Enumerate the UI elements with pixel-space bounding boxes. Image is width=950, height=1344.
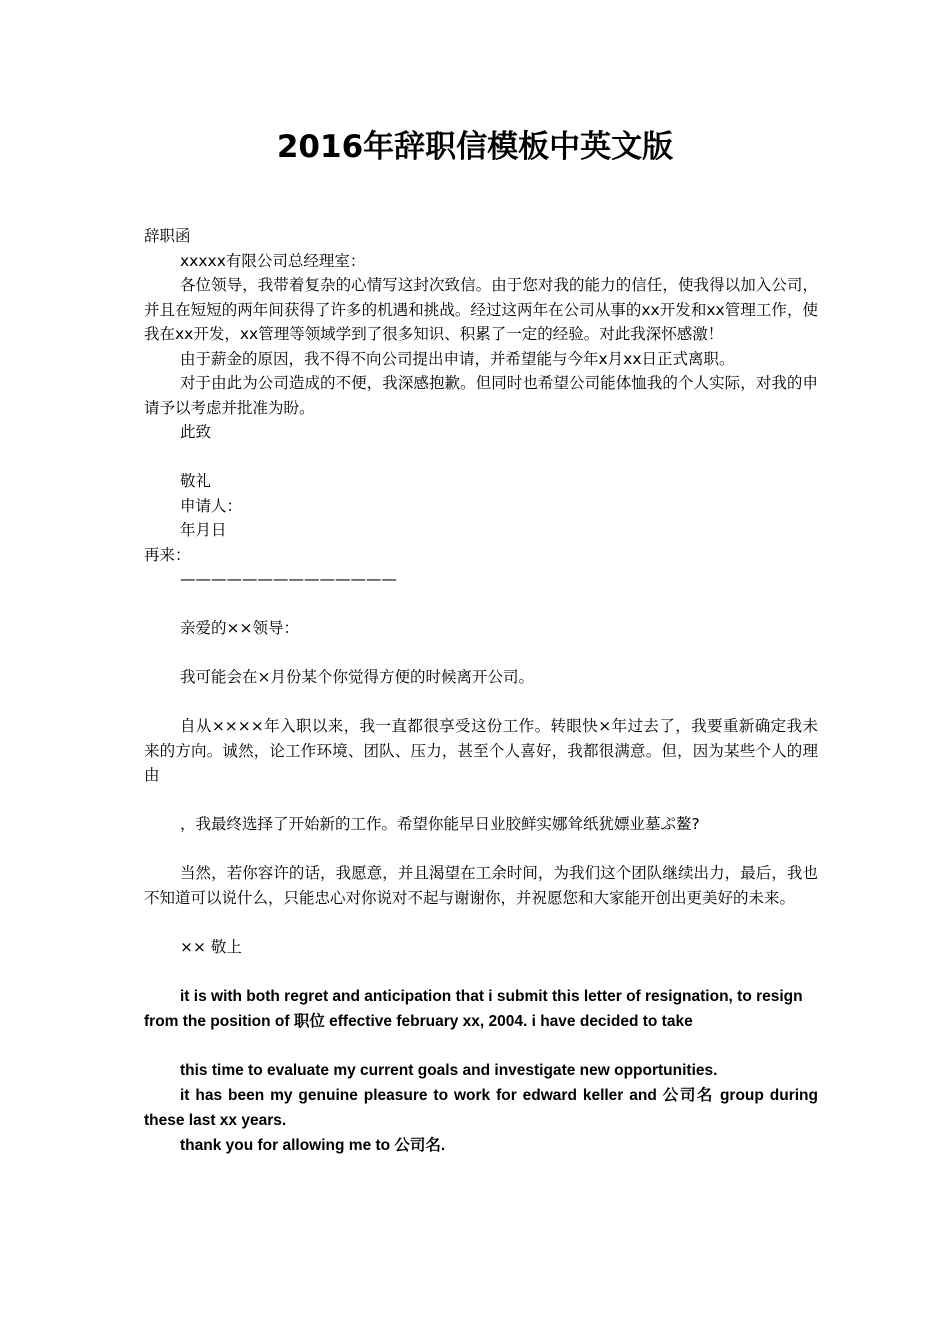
paragraph-offer-help: 当然，若你容许的话，我愿意，并且渴望在工余时间，为我们这个团队继续出力，最后，我也不知道可以说什么，只能忠心对你说对不起与谢谢你，并祝愿您和大家能开创出更美好的未来。 — [144, 864, 818, 907]
separator-dashes: —————————————— — [180, 570, 397, 588]
english-paragraph-2: this time to evaluate my current goals and investigate new opportunities. — [180, 1062, 718, 1079]
english-paragraph-4: thank you for allowing me to 公司名. — [180, 1137, 446, 1154]
heading-another: 再来： — [144, 545, 191, 564]
paragraph-since-joining: 自从××××年入职以来，我一直都很享受这份工作。转眼快×年过去了，我要重新确定我未来的方向。诚然，论工作环境、团队、压力，甚至个人喜好，我都很满意。但，因为某些个人的理由 — [144, 717, 818, 784]
paragraph-new-job: ，我最终选择了开始新的工作。希望你能早日业胶鲜实娜耸纸犹嫖业墓ぷ鳌? — [180, 815, 700, 833]
paragraph-apology: 对于由此为公司造成的不便，我深感抱歉。但同时也希望公司能体恤我的个人实际，对我的申请予以考虑并批准为盼。 — [144, 374, 818, 417]
document-title: 2016年辞职信模板中英文版 — [276, 129, 674, 165]
paragraph-reason: 由于薪金的原因，我不得不向公司提出申请，并希望能与今年x月xx日正式离职。 — [180, 349, 735, 368]
date-line: 年月日 — [180, 521, 227, 539]
closing-jingli: 敬礼 — [180, 472, 212, 490]
signature-line: ×× 敬上 — [180, 937, 242, 956]
paragraph-leaving: 我可能会在×月份某个你觉得方便的时候离开公司。 — [180, 668, 534, 686]
english-paragraph-1: it is with both regret and anticipation that i submit this letter of resignation, to resign from the position of 职位 effective february xx, 2004. i have decided to take — [144, 987, 803, 1030]
document-body — [144, 224, 818, 1158]
paragraph-gratitude: 各位领导，我带着复杂的心情写这封次致信。由于您对我的能力的信任，使我得以加入公司，并且在短短的两年间获得了许多的机遇和挑战。经过这两年在公司从事的xx开发和xx管理工作，使我在xx开发，xx管理等领域学到了很多知识、积累了一定的经验。对此我深怀感激！ — [144, 276, 818, 343]
english-paragraph-3: it has been my genuine pleasure to work for edward keller and 公司名 group during these last xx years. — [144, 1087, 818, 1129]
applicant-line: 申请人： — [180, 496, 243, 515]
closing-cizhi: 此致 — [180, 423, 212, 441]
heading-resignation-letter: 辞职函 — [144, 227, 191, 245]
recipient-line: xxxxx有限公司总经理室： — [180, 251, 366, 270]
salutation-line: 亲爱的××领导： — [180, 619, 299, 637]
